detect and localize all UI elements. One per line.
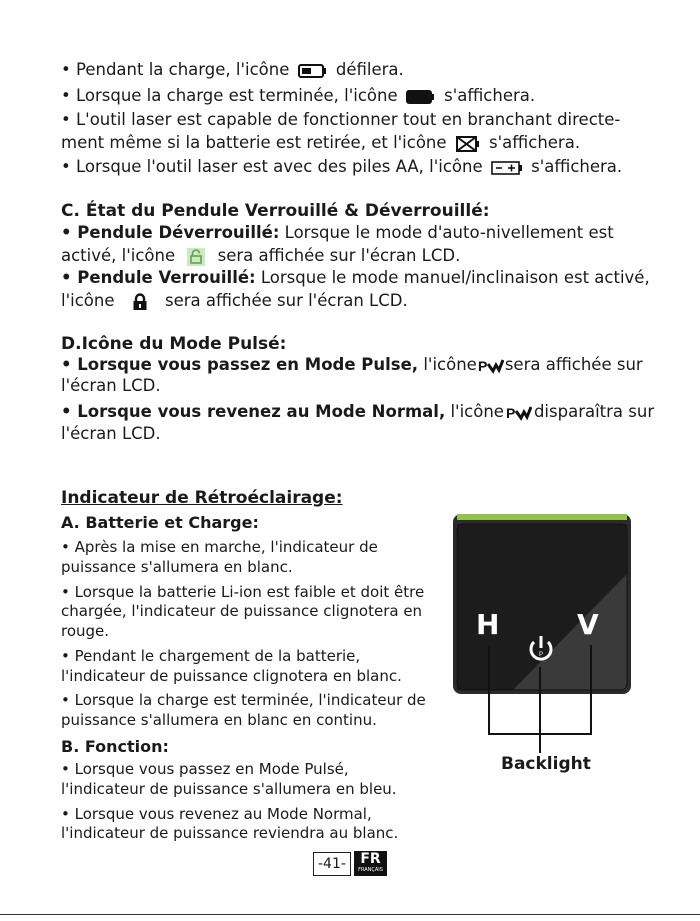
text: activé, l'icône (61, 246, 176, 265)
svg-text:P: P (505, 404, 516, 421)
pendulum-locked-line-2 (61, 289, 408, 313)
pulse-line-2b: l'écran LCD. (61, 424, 161, 443)
pulse-icon (506, 405, 532, 421)
text: l'icône (445, 402, 504, 421)
text: • L'outil laser est capable de fonctionner tout en branchant directe- (61, 110, 621, 129)
v-key-label: V (577, 608, 599, 641)
text: s'affichera. (444, 86, 536, 105)
backlight-a2: puissance s'allumera en blanc. (61, 558, 293, 576)
text: l'icône (61, 291, 115, 310)
pendulum-heading: C. État du Pendule Verrouillé & Déverrouillé: (61, 201, 490, 221)
charge-line-1 (61, 58, 404, 82)
charge-line-3 (61, 108, 620, 132)
backlight-a3: • Lorsque la batterie Li-ion est faible et doit être (61, 583, 425, 601)
battery-charging-icon (298, 63, 328, 79)
text: Lorsque le mode manuel/inclinaison est activé, (255, 268, 650, 287)
bottom-divider (0, 914, 700, 915)
charge-line-2 (61, 84, 535, 108)
page-number: -41- (313, 852, 351, 876)
text: sera affichée sur (504, 355, 643, 374)
pendulum-unlocked-line-2 (61, 244, 460, 268)
pulse-heading: D.Icône du Mode Pulsé: (61, 334, 287, 354)
battery-removed-icon (455, 134, 481, 154)
bold-text: • Lorsque vous passez en Mode Pulse, (61, 355, 419, 374)
battery-full-icon (406, 89, 436, 105)
bold-text: • Lorsque vous revenez au Mode Normal, (61, 402, 446, 421)
backlight-a4: chargée, l'indicateur de puissance clignotera en (61, 602, 423, 620)
backlight-a6: • Pendant le chargement de la batterie, (61, 647, 361, 665)
language-code: FR (360, 851, 381, 867)
text: l'icône (418, 355, 477, 374)
backlight-sub-a: A. Batterie et Charge: (61, 513, 259, 532)
h-key-label: H (476, 608, 500, 641)
backlight-a9: puissance s'allumera en blanc en continu. (61, 711, 377, 729)
backlight-b1: • Lorsque vous passez en Mode Pulsé, (61, 760, 349, 778)
text: s'affichera. (531, 157, 623, 176)
text: • Pendant la charge, l'icône (61, 60, 290, 79)
backlight-sub-b: B. Fonction: (61, 737, 169, 756)
text: • Lorsque la charge est terminée, l'icône (61, 86, 398, 105)
text: sera affichée sur l'écran LCD. (164, 291, 408, 310)
bold-text: • Pendule Déverrouillé: (61, 223, 280, 242)
bold-text: • Pendule Verrouillé: (61, 268, 256, 287)
backlight-b2: l'indicateur de puissance s'allumera en bleu. (61, 780, 397, 798)
charge-line-5 (61, 155, 622, 179)
language-badge (354, 851, 387, 876)
text: sera affichée sur l'écran LCD. (217, 246, 461, 265)
backlight-label: Backlight (501, 754, 591, 774)
svg-text:P: P (477, 357, 488, 374)
pulse-line-1b: l'écran LCD. (61, 376, 161, 395)
backlight-callout-lines (480, 645, 600, 755)
text: défilera. (335, 60, 404, 79)
svg-text:P: P (539, 652, 544, 658)
text: • Lorsque l'outil laser est avec des piles AA, l'icône (61, 157, 483, 176)
backlight-a1: • Après la mise en marche, l'indicateur de (61, 538, 378, 556)
backlight-b4: l'indicateur de puissance reviendra au blanc. (61, 824, 399, 842)
pulse-line-2 (61, 400, 654, 424)
backlight-heading: Indicateur de Rétroéclairage: (61, 488, 343, 508)
text: ment même si la batterie est retirée, et l'icône (61, 133, 447, 152)
pendulum-unlocked-line (61, 221, 614, 245)
backlight-b3: • Lorsque vous revenez au Mode Normal, (61, 805, 372, 823)
charge-line-4 (61, 131, 580, 155)
pulse-icon (478, 358, 504, 374)
backlight-a5: rouge. (61, 622, 110, 640)
lock-icon (130, 292, 150, 312)
aa-battery-icon (491, 160, 523, 176)
text: disparaîtra sur (533, 402, 655, 421)
backlight-a8: • Lorsque la charge est terminée, l'indicateur de (61, 691, 426, 709)
backlight-a7: l'indicateur de puissance clignotera en blanc. (61, 667, 402, 685)
text: s'affichera. (489, 133, 581, 152)
language-name: FRANÇAIS (358, 867, 383, 873)
unlocked-icon (186, 247, 206, 267)
text: Lorsque le mode d'auto-nivellement est (279, 223, 614, 242)
pendulum-locked-line (61, 266, 650, 290)
